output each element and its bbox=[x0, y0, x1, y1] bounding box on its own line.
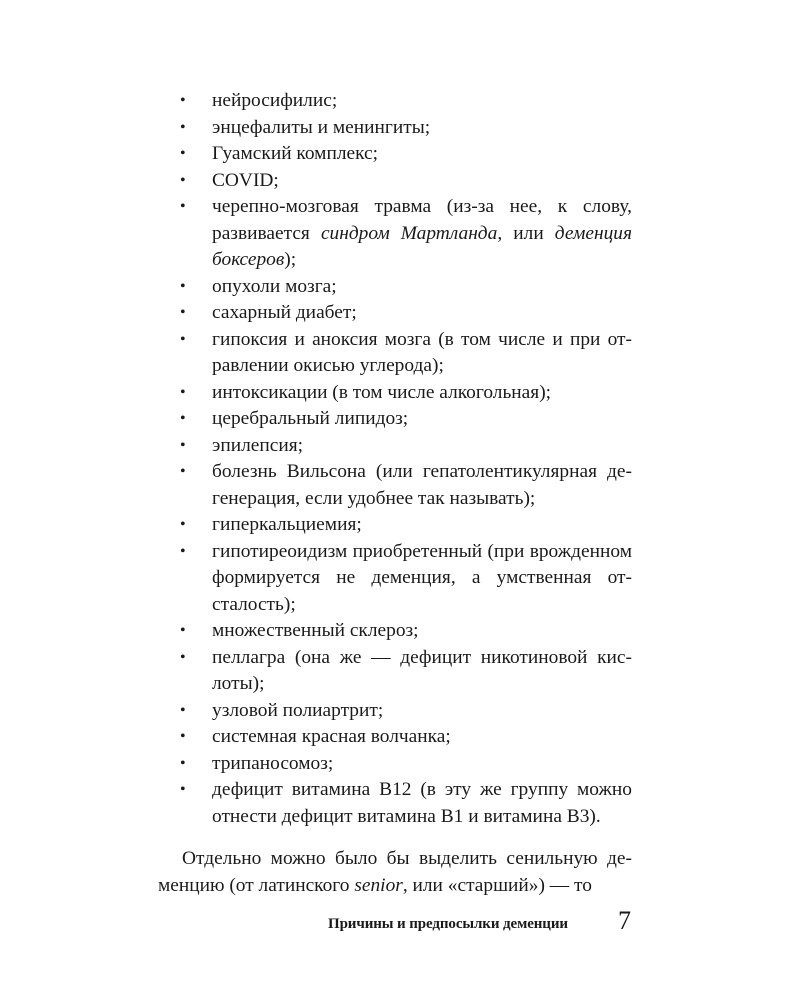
list-item-text bbox=[212, 329, 632, 377]
body-paragraph bbox=[158, 846, 632, 899]
list-item bbox=[158, 618, 632, 645]
text-segment: множественный склероз; bbox=[212, 620, 419, 641]
bullet-icon: • bbox=[180, 754, 186, 772]
list-item bbox=[158, 406, 632, 433]
list-item-text bbox=[212, 647, 632, 695]
bullet-icon: • bbox=[180, 701, 186, 719]
list-item-text bbox=[212, 726, 451, 747]
list-item-text bbox=[212, 753, 333, 774]
text-segment: дефицит витамина B12 (в эту же группу можно отнести дефицит витамина B1 и витамина B3). bbox=[212, 779, 632, 827]
list-item bbox=[158, 512, 632, 539]
bullet-icon: • bbox=[180, 330, 186, 348]
list-item-text bbox=[212, 90, 337, 111]
text-segment: , или bbox=[497, 222, 555, 244]
list-item-text bbox=[212, 514, 362, 535]
list-item-text bbox=[212, 541, 632, 615]
list-item bbox=[158, 751, 632, 778]
text-segment: сахарный диабет; bbox=[212, 302, 357, 323]
text-segment: гипотиреоидизм приобретенный (при врожденном формируется не деменция, а умственная отсталость); bbox=[212, 540, 632, 615]
bullet-icon: • bbox=[180, 516, 186, 533]
list-item bbox=[158, 141, 632, 168]
bullet-icon: • bbox=[180, 622, 186, 639]
text-segment: энцефалиты и менингиты; bbox=[212, 116, 431, 138]
text-segment: эпилепсия; bbox=[212, 434, 304, 456]
list-item-text bbox=[212, 779, 632, 827]
text-segment: пеллагра (она же — дефицит никотиновой кислоты); bbox=[212, 646, 632, 694]
bullet-icon: • bbox=[180, 781, 186, 798]
bullet-icon: • bbox=[180, 198, 186, 215]
text-segment: черепно-мозговая травма (из-за нее, к слову, развивается bbox=[212, 196, 632, 244]
list-item bbox=[158, 433, 632, 460]
bullet-icon: • bbox=[180, 304, 186, 321]
list-item bbox=[158, 698, 632, 725]
text-segment: Отдельно можно было бы выделить сенильную деменцию (от латинского bbox=[158, 848, 632, 896]
list-item-text bbox=[212, 700, 383, 721]
list-item-text bbox=[212, 620, 419, 641]
list-item-text bbox=[212, 276, 337, 297]
list-item bbox=[158, 194, 632, 274]
list-item bbox=[158, 88, 632, 115]
list-item bbox=[158, 645, 632, 698]
bullet-icon: • bbox=[180, 145, 186, 162]
text-segment: Гуамский комплекс; bbox=[212, 143, 379, 164]
bullet-icon: • bbox=[180, 410, 186, 427]
list-item bbox=[158, 777, 632, 830]
bullet-icon: • bbox=[180, 277, 186, 295]
running-footer-title: Причины и предпосылки деменции bbox=[328, 916, 568, 932]
text-segment: гипоксия и аноксия мозга (в том числе и при отравлении окисью углерода); bbox=[212, 328, 632, 376]
bullet-icon: • bbox=[180, 118, 186, 136]
list-item bbox=[158, 327, 632, 380]
italic-term: деменция боксеров bbox=[212, 222, 632, 270]
list-item-text bbox=[212, 302, 357, 323]
list-item bbox=[158, 724, 632, 751]
list-item-text bbox=[212, 435, 303, 456]
bullet-icon: • bbox=[180, 171, 186, 189]
list-item-text bbox=[212, 170, 279, 191]
bullet-icon: • bbox=[180, 463, 186, 480]
bullet-icon: • bbox=[180, 542, 186, 560]
list-item bbox=[158, 459, 632, 512]
text-segment: опухоли мозга; bbox=[212, 275, 337, 297]
list-item-text bbox=[212, 408, 408, 429]
italic-term: senior bbox=[354, 874, 403, 896]
text-segment: интоксикации (в том числе алкогольная); bbox=[212, 381, 552, 403]
list-item bbox=[158, 300, 632, 327]
text-segment: системная красная волчанка; bbox=[212, 726, 451, 747]
list-item bbox=[158, 168, 632, 195]
text-segment: ); bbox=[284, 249, 297, 270]
text-segment: узловой полиартрит; bbox=[212, 699, 384, 721]
text-segment: нейросифилис; bbox=[212, 90, 338, 111]
text-segment: болезнь Вильсона (или гепатолентикулярная дегенерация, если удобнее так называть); bbox=[212, 461, 632, 509]
page-number: 7 bbox=[618, 906, 631, 935]
bullet-icon: • bbox=[180, 383, 186, 401]
bullet-icon: • bbox=[180, 728, 186, 745]
text-segment: COVID; bbox=[212, 169, 279, 191]
text-segment: , или «старший») — то bbox=[402, 874, 592, 896]
italic-term: синдром Мартланда bbox=[320, 222, 498, 244]
list-item bbox=[158, 539, 632, 619]
list-item-text bbox=[212, 461, 632, 509]
bullet-icon: • bbox=[180, 92, 186, 109]
list-item-text bbox=[212, 196, 632, 270]
list-item-text bbox=[212, 143, 378, 164]
causes-list bbox=[158, 88, 632, 830]
bullet-icon: • bbox=[180, 648, 186, 666]
list-item-text bbox=[212, 382, 551, 403]
text-segment: трипаносомоз; bbox=[212, 752, 334, 774]
text-segment: гиперкальциемия; bbox=[212, 514, 362, 535]
list-item bbox=[158, 380, 632, 407]
text-segment: церебральный липидоз; bbox=[212, 408, 409, 429]
list-item bbox=[158, 115, 632, 142]
bullet-icon: • bbox=[180, 436, 186, 454]
list-item bbox=[158, 274, 632, 301]
list-item-text bbox=[212, 117, 430, 138]
